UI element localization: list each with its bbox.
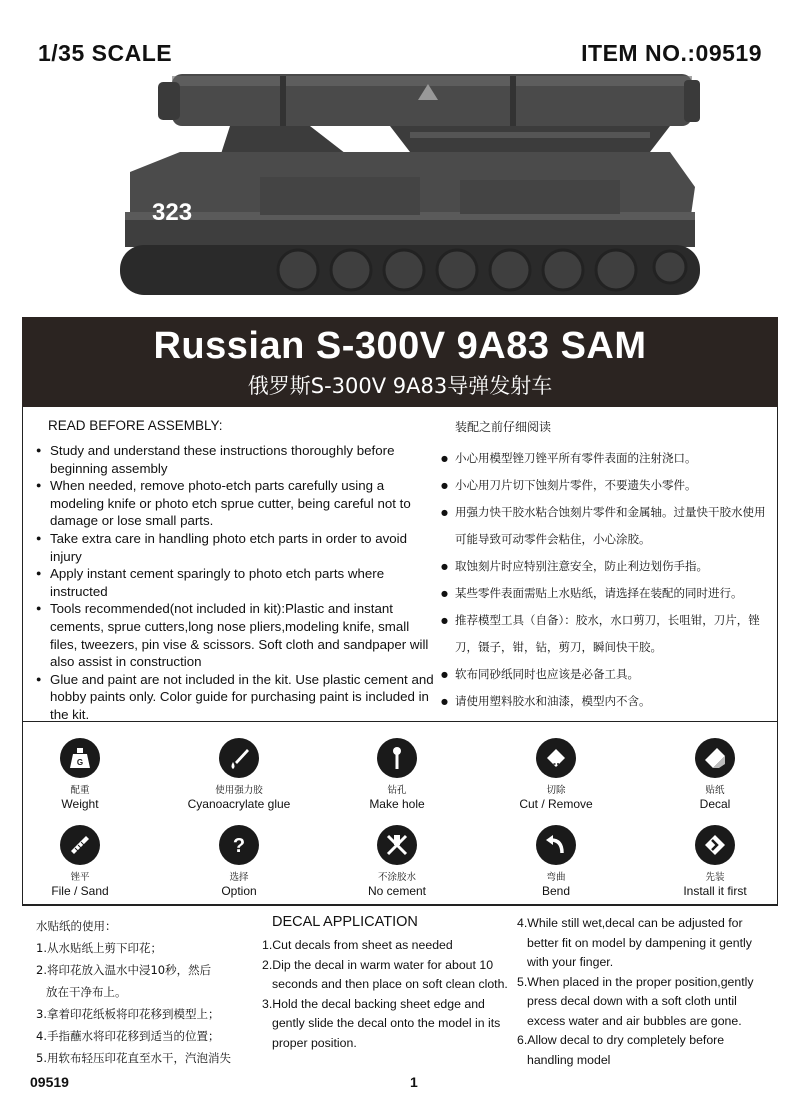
- list-item: ● 请使用塑料胶水和油漆，模型内不含。: [441, 688, 776, 715]
- footer-code: 09519: [30, 1074, 69, 1090]
- list-item: ● 小心用刀片切下蚀刻片零件，不要遗失小零件。: [441, 472, 776, 499]
- hull-number: 323: [152, 199, 193, 226]
- symbol-label-cn: 贴纸: [705, 785, 725, 796]
- decal-title-en: DECAL APPLICATION: [272, 914, 418, 930]
- symbol-label-en: Cyanoacrylate glue: [187, 797, 291, 811]
- hull: [125, 152, 695, 247]
- list-item: 4.While still wet,decal can be adjusted for: [517, 916, 743, 930]
- symbol-label-en: Weight: [61, 797, 99, 811]
- symbol-drill: [322, 738, 472, 811]
- read-title-english: READ BEFORE ASSEMBLY:: [48, 418, 223, 433]
- list-item: ● 软布同砂纸同时也应该是必备工具。: [441, 661, 776, 688]
- instructions-english: [36, 442, 436, 724]
- list-item: ● Tools recommended(not included in kit):Plastic and instant cements, sprue cutters,long nose pliers,modeling knife, small files, tweezers, pin vise & scissors. Soft cloth and sandpaper will also assist in construction: [36, 600, 436, 670]
- item-number: ITEM NO.:09519: [581, 40, 762, 66]
- list-item: handling model: [527, 1052, 611, 1067]
- list-item: ● When needed, remove photo-etch parts carefully using a modeling knife or photo etch sprue cutter, being careful not to damage or lose small parts.: [36, 477, 436, 530]
- symbol-label-en: Cut / Remove: [519, 797, 593, 811]
- symbol-label-cn: 配重: [70, 785, 90, 796]
- svg-text:?: ?: [232, 835, 246, 857]
- drill-icon: [377, 738, 417, 778]
- decal-steps-chinese: [36, 915, 256, 1069]
- symbol-label-cn: 钻孔: [387, 785, 407, 796]
- symbol-label-en: File / Sand: [51, 884, 109, 898]
- list-item: 5.When placed in the proper position,gently: [517, 974, 754, 989]
- list-item: 1.从水贴纸上剪下印花；: [36, 941, 162, 955]
- vehicle-illustration: [110, 62, 710, 312]
- list-item: 1.Cut decals from sheet as needed: [262, 938, 453, 952]
- list-item: ● Glue and paint are not included in the kit. Use plastic cement and hobby paints only. Color guide for purchasing paint is included in the kit.: [36, 671, 436, 724]
- symbol-install-first: [640, 825, 790, 898]
- list-item: press decal down with a soft cloth until: [527, 994, 737, 1008]
- symbol-label-en: No cement: [367, 884, 427, 898]
- symbol-label-cn: 选择: [229, 872, 249, 883]
- list-item: 5.用软布轻压印花直至水干，汽泡消失: [36, 1051, 231, 1065]
- symbol-label-en: Option: [221, 884, 257, 898]
- decal-steps-english-2: [517, 914, 779, 1070]
- list-item: seconds and then place on soft clean cloth.: [272, 977, 508, 991]
- instructions-chinese: [441, 445, 776, 715]
- missile-canister: [158, 74, 700, 126]
- symbol-label-cn: 不涂胶水: [377, 872, 416, 883]
- symbol-label-cn: 使用强力胶: [215, 785, 263, 796]
- symbol-label-en: Bend: [541, 884, 571, 898]
- symbol-glue: [164, 738, 314, 811]
- list-item: with your finger.: [527, 955, 614, 969]
- svg-text:G: G: [76, 758, 84, 767]
- symbol-bend: [481, 825, 631, 898]
- glue-drop-icon: [219, 738, 259, 778]
- decal-icon: [695, 738, 735, 778]
- no-cement-icon: [377, 825, 417, 865]
- list-item: excess water and air bubbles are gone.: [527, 1013, 742, 1028]
- file-icon: [60, 825, 100, 865]
- symbol-label-en: Install it first: [683, 884, 747, 898]
- page-number: 1: [410, 1074, 418, 1090]
- symbol-label-en: Make hole: [369, 797, 425, 811]
- decal-title-cn: 水贴纸的使用：: [36, 919, 117, 933]
- symbol-label-cn: 先装: [705, 872, 725, 883]
- symbol-no-cement: [322, 825, 472, 898]
- title-band: [22, 317, 778, 407]
- weight-icon: [60, 738, 100, 778]
- symbol-label-cn: 弯曲: [546, 872, 566, 883]
- bend-icon: [536, 825, 576, 865]
- decal-steps-english-1: [262, 936, 517, 1053]
- list-item: ● 某些零件表面需贴上水贴纸，请选择在装配的同时进行。: [441, 580, 776, 607]
- title-chinese: 俄罗斯S-300V 9A83导弹发射车: [247, 374, 553, 398]
- list-item: 放在干净布上。: [46, 985, 127, 999]
- list-item: ● 用强力快干胶水粘合蚀刻片零件和金属轴。过量快干胶水使用可能导致可动零件会粘住，小心涂胶。: [441, 499, 776, 553]
- symbol-label-cn: 锉平: [70, 872, 90, 883]
- list-item: 6.Allow decal to dry completely before: [517, 1033, 725, 1047]
- list-item: 2.将印花放入温水中浸10秒，然后: [36, 963, 212, 977]
- symbol-decal: [640, 738, 790, 811]
- symbol-file: [5, 825, 155, 898]
- list-item: ● 小心用模型锉刀锉平所有零件表面的注射浇口。: [441, 445, 776, 472]
- symbol-weight: [5, 738, 155, 811]
- list-item: gently slide the decal onto the model in its: [272, 1016, 501, 1030]
- list-item: 3.拿着印花纸板将印花移到模型上；: [36, 1007, 220, 1021]
- symbol-label-en: Decal: [699, 797, 731, 811]
- symbol-cut: [481, 738, 631, 811]
- list-item: 4.手指蘸水将印花移到适当的位置；: [36, 1029, 220, 1043]
- list-item: 3.Hold the decal backing sheet edge and: [262, 996, 485, 1011]
- symbol-label-cn: 切除: [546, 785, 566, 796]
- track: [120, 245, 700, 295]
- list-item: ● 取蚀刻片时应特别注意安全，防止利边划伤手指。: [441, 553, 776, 580]
- cut-icon: [536, 738, 576, 778]
- scale-label: 1/35 SCALE: [38, 40, 173, 66]
- list-item: ● Apply instant cement sparingly to photo etch parts where instructed: [36, 565, 436, 600]
- list-item: ● 推荐模型工具（自备）：胶水，水口剪刀，长咀钳，刀片，锉刀，镊子，钳，钻，剪刀，瞬间快干胶。: [441, 607, 776, 661]
- list-item: 2.Dip the decal in warm water for about 10: [262, 957, 494, 972]
- title-english: Russian S-300V 9A83 SAM: [153, 325, 647, 367]
- list-item: ● Take extra care in handling photo etch parts in order to avoid injury: [36, 530, 436, 565]
- list-item: better fit on model by dampening it gently: [527, 935, 752, 950]
- list-item: proper position.: [272, 1035, 357, 1050]
- read-title-chinese: 装配之前仔细阅读: [455, 420, 552, 434]
- symbol-option: [164, 825, 314, 898]
- list-item: ● Study and understand these instructions thoroughly before beginning assembly: [36, 442, 436, 477]
- question-icon: [219, 825, 259, 865]
- install-first-icon: [695, 825, 735, 865]
